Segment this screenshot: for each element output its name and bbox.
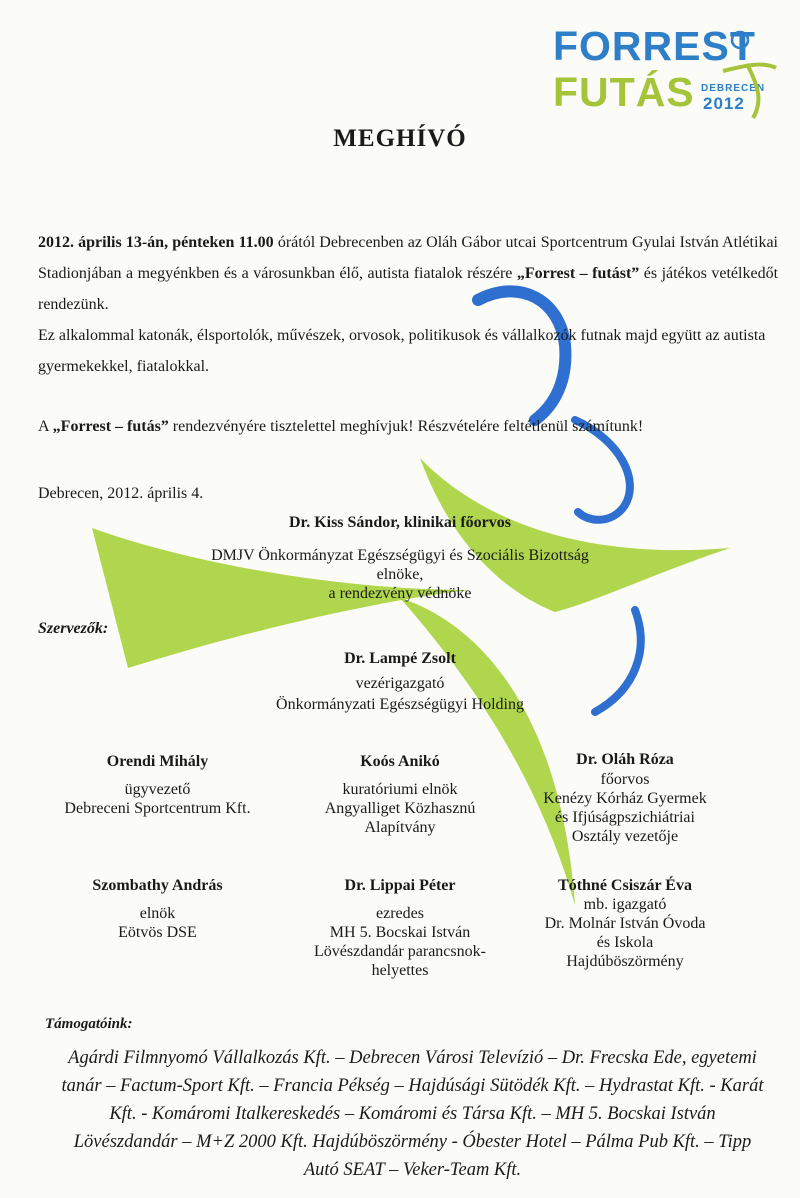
organizer-lead [240,648,560,715]
organizer-line: Dr. Molnár István Óvoda [544,915,706,932]
invitation-event: „Forrest – futás” [52,418,169,435]
logo-city: DEBRECEN [701,83,766,94]
participants-paragraph: Ez alkalommal katonák, élsportolók, művészek, orvosok, politikusok és vállalkozók futnak majd együtt az autista gyermekekkel, fiatalokkal. [38,327,766,375]
organizer-line: Alapítvány [364,819,436,836]
page-title: MEGHÍVÓ [333,125,467,152]
organizer-line: Debreceni Sportcentrum Kft. [64,800,251,817]
organizer-line: helyettes [371,962,429,979]
logo-line2: FUTÁS [553,69,695,115]
organizer-line: Lövészdandár parancsnok- [314,943,486,960]
organizer-role: vezérigazgató [355,675,445,692]
supporters-line: tanár – Factum-Sport Kft. – Francia Pékség – Hajdúsági Sütödék Kft. – Hydrastat Kft. - Karát [61,1076,764,1096]
patron-role: a rendezvény védnöke [328,585,472,602]
invitation-paragraph [38,411,778,442]
organizer-org: Önkormányzati Egészségügyi Holding [276,696,524,713]
organizer-name: Koós Anikó [360,753,440,770]
organizer-line: mb. igazgató [583,896,667,913]
organizer-line: elnök [139,905,176,922]
invitation-pre: A [38,418,53,435]
event-name: „Forrest – futást” [516,265,640,282]
event-date: 2012. április 13-án, pénteken 11.00 [38,234,274,251]
patron-name: Dr. Kiss Sándor, klinikai főorvos [289,514,511,531]
blue-arc-lower [595,610,641,712]
logo-line1: FORREST [553,23,756,69]
organizer-name: Orendi Mihály [106,753,209,770]
organizer-line: Angyalliget Közhasznú [324,800,476,817]
organizer-name: Tóthné Csiszár Éva [558,877,692,894]
supporters-list [40,1044,785,1184]
invitation-post: rendezvényére tisztelettel meghívjuk! Részvételére feltétlenül számítunk! [168,418,644,435]
supporters-line: Autó SEAT – Veker-Team Kft. [303,1160,522,1180]
organizer-name: Dr. Lippai Péter [344,877,456,894]
organizer-card [290,752,510,837]
organizer-card [510,750,740,846]
organizer-name: Szombathy András [92,877,223,894]
organizers-label: Szervezők: [38,620,109,637]
organizer-line: Osztály vezetője [571,828,679,845]
patron-block [200,513,600,603]
logo-year: 2012 [703,94,745,113]
supporters-label: Támogatóink: [45,1016,133,1032]
intro-text2: és játékos vetélkedőt rendezünk. [38,265,779,313]
organizer-card [510,876,740,971]
organizer-line: ezredes [376,905,424,922]
supporters-line: Lövészdandár – M+Z 2000 Kft. Hajdúböszörmény - Óbester Hotel – Pálma Pub Kft. – Tipp [73,1132,752,1152]
runner-logo-icon [718,26,778,121]
organizer-line: és Ifjúságpszichiátriai [555,809,695,826]
organizer-card [290,876,510,980]
forrest-futas-logo [553,23,778,126]
organizer-line: Kenézy Kórház Gyermek [543,790,707,807]
organizer-line: főorvos [600,771,650,788]
organizer-name: Dr. Lampé Zsolt [344,650,456,667]
organizer-line: Hajdúböszörmény [566,953,684,970]
organizer-line: MH 5. Bocskai István [329,924,471,941]
organizer-card [40,876,275,942]
place-date: Debrecen, 2012. április 4. [38,485,204,502]
supporters-line: Agárdi Filmnyomó Vállalkozás Kft. – Debrecen Városi Televízió – Dr. Frecska Ede, egyetemi [68,1048,757,1068]
organizer-line: kuratóriumi elnök [342,781,458,798]
supporters-line: Kft. - Komáromi Italkereskedés – Komáromi és Társa Kft. – MH 5. Bocskai István [109,1104,716,1124]
organizer-line: Eötvös DSE [118,924,197,941]
organizer-line: és Iskola [596,934,654,951]
patron-title: DMJV Önkormányzat Egészségügyi és Szociális Bizottság elnöke, [211,547,589,583]
organizer-card [40,752,275,818]
intro-text1: órától Debrecenben az Oláh Gábor utcai Sportcentrum Gyulai István Atlétikai Stadionjában a megyénkben és a városunkban élő, autista fiatalok részére [38,234,778,282]
organizer-line: ügyvezető [124,781,191,798]
intro-paragraph [38,227,778,320]
organizer-name: Dr. Oláh Róza [576,751,674,768]
